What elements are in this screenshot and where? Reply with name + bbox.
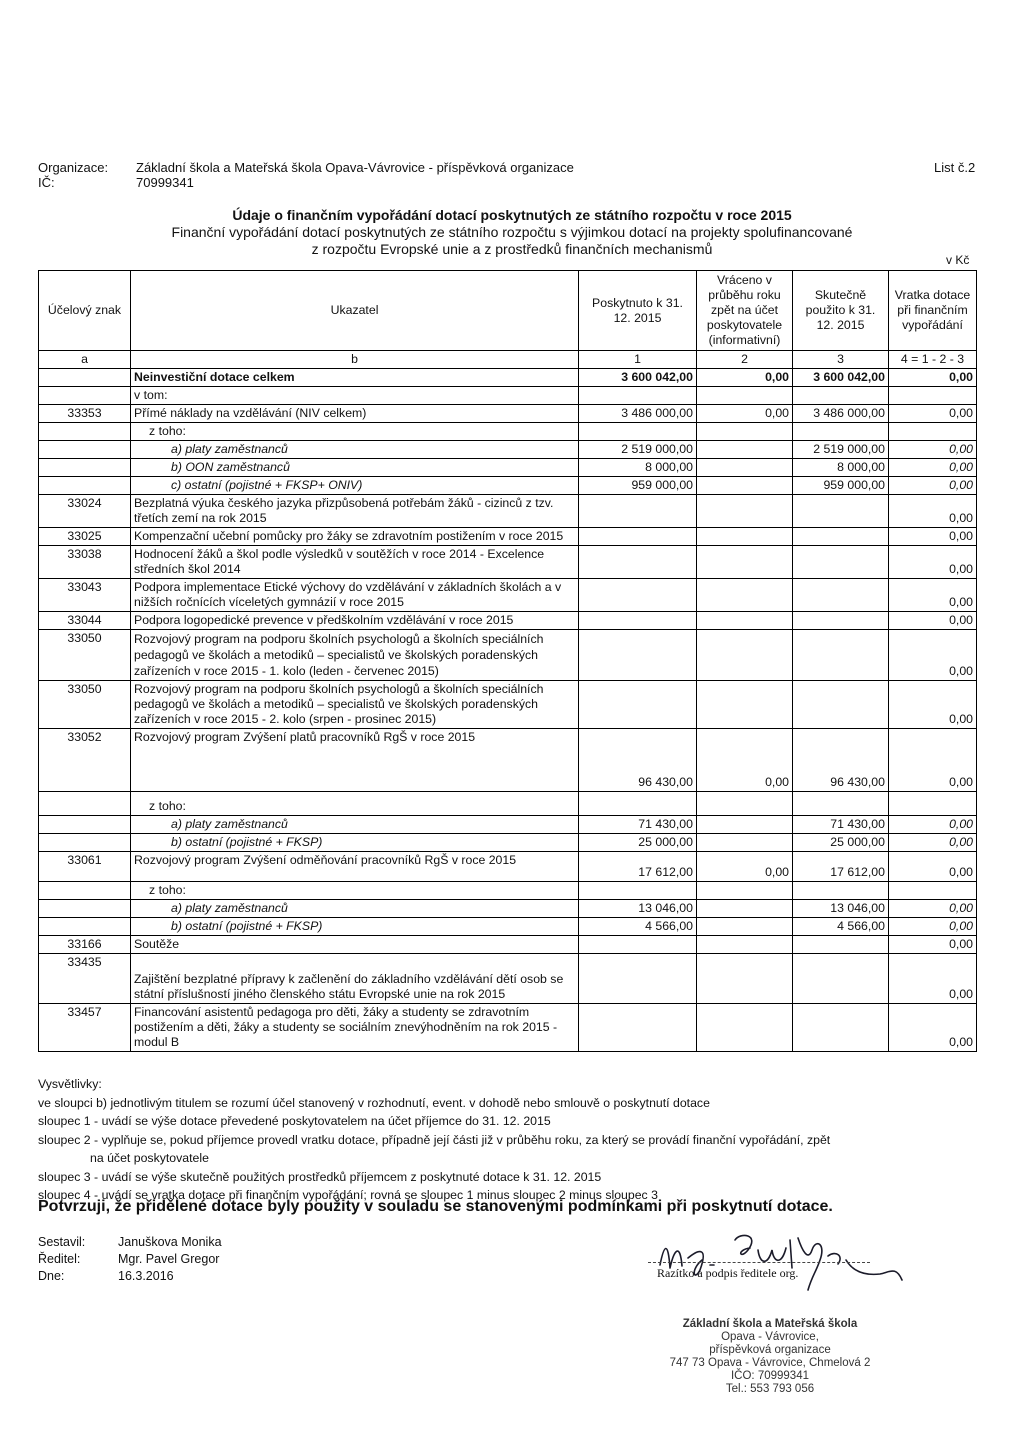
header-col1: Poskytnuto k 31. 12. 2015 [579, 271, 697, 351]
cell-v2: 0,00 [697, 369, 793, 387]
date-label: Dne: [38, 1269, 65, 1283]
cell-v1: 2 519 000,00 [579, 441, 697, 459]
cell-name: Přímé náklady na vzdělávání (NIV celkem) [131, 405, 579, 423]
index-row [39, 351, 977, 369]
cell-v4: 0,00 [889, 405, 977, 423]
cell-v3: 2 519 000,00 [793, 441, 889, 459]
cell-v3: 3 486 000,00 [793, 405, 889, 423]
cell-name: Hodnocení žáků a škol podle výsledků v soutěžích v roce 2014 - Excelence středních škol 2014 [131, 546, 579, 579]
confirmation-statement: Potvrzuji, že přidělené dotace byly použity v souladu se stanovenými podmínkami při poskytnutí dotace. [38, 1198, 833, 1215]
cell-name: a) platy zaměstnanců [131, 816, 579, 834]
table-header-row [39, 271, 977, 351]
index-3: 3 [793, 351, 889, 369]
cell-v4: 0,00 [889, 477, 977, 495]
header-code: Účelový znak [39, 271, 131, 351]
cell-name: Rozvojový program Zvýšení odměňování pracovníků RgŠ v roce 2015 [131, 852, 579, 882]
cell-v1: 959 000,00 [579, 477, 697, 495]
cell-code: 33044 [39, 612, 131, 630]
cell-v1: 3 486 000,00 [579, 405, 697, 423]
table-row [39, 792, 977, 816]
table-row [39, 405, 977, 423]
org-name: Základní škola a Mateřská škola Opava-Vávrovice - příspěvková organizace [136, 160, 574, 175]
cell-name: b) ostatní (pojistné + FKSP) [131, 918, 579, 936]
table-row [39, 546, 977, 579]
header-col4: Vratka dotace při finančním vypořádání [889, 271, 977, 351]
cell-name: b) OON zaměstnanců [131, 459, 579, 477]
cell-name: a) platy zaměstnanců [131, 900, 579, 918]
index-2: 2 [697, 351, 793, 369]
table-row [39, 1004, 977, 1052]
subtitle-1: Finanční vypořádání dotací poskytnutých ze státního rozpočtu s výjimkou dotací na projekty spolufinancované [171, 224, 853, 240]
main-title: Údaje o finančním vypořádání dotací poskytnutých ze státního rozpočtu v roce 2015 [232, 207, 792, 223]
cell-name: z toho: [131, 792, 579, 816]
date-value: 16.3.2016 [118, 1269, 174, 1283]
stamp-line: Tel.: 553 793 056 [725, 1383, 815, 1395]
cell-v1: 96 430,00 [579, 729, 697, 792]
header-col2: Vráceno v průběhu roku zpět na účet poskytovatele (informativní) [697, 271, 793, 351]
cell-v3: 17 612,00 [793, 852, 889, 882]
cell-v1: 25 000,00 [579, 834, 697, 852]
cell-v4: 0,00 [889, 459, 977, 477]
cell-v4: 0,00 [889, 546, 977, 579]
signers-block [38, 1234, 230, 1285]
cell-name: b) ostatní (pojistné + FKSP) [131, 834, 579, 852]
note-line: na účet poskytovatele [90, 1151, 209, 1165]
table-row [39, 900, 977, 918]
cell-code: 33050 [39, 630, 131, 681]
cell-v4: 0,00 [889, 441, 977, 459]
table-row [39, 630, 977, 681]
notes-heading: Vysvětlivky: [38, 1077, 102, 1091]
cell-name: Rozvojový program na podporu školních psychologů a školních speciálních pedagogů ve školách a metodiků – specialistů ve školských poradenských zařízeních v roce 2015 - 1. kolo (leden - červenec 2015) [131, 630, 579, 681]
cell-name: Rozvojový program Zvýšení platů pracovníků RgŠ v roce 2015 [131, 729, 579, 792]
cell-code: 33052 [39, 729, 131, 792]
note-line: sloupec 1 - uvádí se výše dotace převedené poskytovatelem na účet příjemce do 31. 12. 2015 [38, 1114, 551, 1128]
table-row [39, 441, 977, 459]
table-row [39, 681, 977, 729]
header-col3: Skutečně použito k 31. 12. 2015 [793, 271, 889, 351]
cell-code: 33435 [39, 954, 131, 1004]
index-1: 1 [579, 351, 697, 369]
subtitle-2: z rozpočtu Evropské unie a z prostředků finančních mechanismů [311, 241, 713, 257]
table-row [39, 816, 977, 834]
table-row [39, 729, 977, 792]
cell-v3: 96 430,00 [793, 729, 889, 792]
signature-line [648, 1262, 870, 1263]
cell-v3: 13 046,00 [793, 900, 889, 918]
note-line: sloupec 4 - uvádí se vratka dotace při finančním vypořádání; rovná se sloupec 1 minus sloupec 2 minus sloupec 3 [38, 1188, 658, 1202]
cell-name: Podpora logopedické prevence v předškolním vzdělávání v roce 2015 [131, 612, 579, 630]
table-row [39, 495, 977, 528]
cell-code: 33024 [39, 495, 131, 528]
index-a: a [39, 351, 131, 369]
cell-v4: 0,00 [889, 612, 977, 630]
cell-v4: 0,00 [889, 834, 977, 852]
cell-v4: 0,00 [889, 936, 977, 954]
stamp-line: IČO: 70999341 [730, 1370, 809, 1382]
stamp-line: Základní škola a Mateřská škola [682, 1318, 858, 1330]
table-row [39, 459, 977, 477]
cell-v4: 0,00 [889, 630, 977, 681]
cell-name: Kompenzační učební pomůcky pro žáky se zdravotním postižením v roce 2015 [131, 528, 579, 546]
cell-v3: 4 566,00 [793, 918, 889, 936]
cell-v3: 25 000,00 [793, 834, 889, 852]
cell-code: 33050 [39, 681, 131, 729]
cell-v1: 4 566,00 [579, 918, 697, 936]
table-row [39, 528, 977, 546]
cell-name: z toho: [131, 882, 579, 900]
stamp-line: 747 73 Opava - Vávrovice, Chmelová 2 [669, 1357, 871, 1369]
cell-v4: 0,00 [889, 852, 977, 882]
signature-caption: Razítko a podpis ředitele org. [657, 1266, 799, 1280]
table-row [39, 579, 977, 612]
table-row [39, 387, 977, 405]
cell-v2: 0,00 [697, 729, 793, 792]
cell-v2: 0,00 [697, 405, 793, 423]
settlement-table [38, 270, 977, 1052]
note-line: sloupec 2 - vyplňuje se, pokud příjemce provedl vratku dotace, případně její části již v průběhu roku, za který se provádí finanční vypořádání, zpět [38, 1132, 831, 1147]
cell-v1: 3 600 042,00 [579, 369, 697, 387]
cell-v4: 0,00 [889, 918, 977, 936]
table-row [39, 612, 977, 630]
cell-v4: 0,00 [889, 729, 977, 792]
cell-name: Bezplatná výuka českého jazyka přizpůsobená potřebám žáků - cizinců z tzv. třetích zemí na rok 2015 [131, 495, 579, 528]
org-label: Organizace: [38, 160, 109, 175]
director-label: Ředitel: [38, 1252, 81, 1266]
cell-v4: 0,00 [889, 495, 977, 528]
cell-v4: 0,00 [889, 369, 977, 387]
table-row [39, 852, 977, 882]
cell-v3: 71 430,00 [793, 816, 889, 834]
cell-v1: 8 000,00 [579, 459, 697, 477]
cell-code: 33038 [39, 546, 131, 579]
cell-v4: 0,00 [889, 1004, 977, 1052]
cell-name: c) ostatní (pojistné + FKSP+ ONIV) [131, 477, 579, 495]
cell-code: 33457 [39, 1004, 131, 1052]
handwritten-signature [640, 1220, 940, 1300]
cell-v4: 0,00 [889, 681, 977, 729]
ic-value: 70999341 [136, 175, 194, 190]
cell-v3: 959 000,00 [793, 477, 889, 495]
cell-v3: 8 000,00 [793, 459, 889, 477]
cell-name: Neinvestiční dotace celkem [131, 369, 579, 387]
index-4: 4 = 1 - 2 - 3 [889, 351, 977, 369]
cell-v1: 13 046,00 [579, 900, 697, 918]
cell-name: Soutěže [131, 936, 579, 954]
cell-name: z toho: [131, 423, 579, 441]
table-row [39, 954, 977, 1004]
table-row-total [39, 369, 977, 387]
table-row [39, 423, 977, 441]
cell-v2: 0,00 [697, 852, 793, 882]
table-row [39, 477, 977, 495]
title-block [0, 207, 1024, 258]
cell-code: 33043 [39, 579, 131, 612]
cell-name: a) platy zaměstnanců [131, 441, 579, 459]
cell-code: 33166 [39, 936, 131, 954]
official-stamp [640, 1318, 900, 1396]
table-row [39, 882, 977, 900]
note-line: ve sloupci b) jednotlivým titulem se rozumí účel stanovený v rozhodnutí, event. v dohodě nebo smlouvě o poskytnutí dotace [38, 1095, 710, 1110]
cell-name: Zajištění bezplatné přípravy k začlenění do základního vzdělávání dětí osob se státní příslušností jiného členského státu Evropské unie na rok 2015 [131, 954, 579, 1004]
stamp-line: příspěvková organizace [709, 1344, 831, 1356]
index-b: b [131, 351, 579, 369]
cell-v4: 0,00 [889, 579, 977, 612]
notes-block [38, 1075, 998, 1205]
cell-code: 33061 [39, 852, 131, 882]
cell-name: v tom: [131, 387, 579, 405]
cell-code: 33353 [39, 405, 131, 423]
note-line: sloupec 3 - uvádí se výše skutečně použitých prostředků příjemcem z poskytnuté dotace k 31. 12. 2015 [38, 1169, 602, 1184]
director-value: Mgr. Pavel Gregor [118, 1252, 220, 1266]
compiled-label: Sestavil: [38, 1235, 86, 1249]
header-name: Ukazatel [131, 271, 579, 351]
cell-name: Rozvojový program na podporu školních psychologů a školních speciálních pedagogů ve školách a metodiků – specialistů ve školských poradenských zařízeních v roce 2015 - 2. kolo (srpen - prosinec 2015) [131, 681, 579, 729]
cell-v4: 0,00 [889, 816, 977, 834]
cell-v1: 71 430,00 [579, 816, 697, 834]
table-row [39, 834, 977, 852]
cell-v3: 3 600 042,00 [793, 369, 889, 387]
currency-label: v Kč [946, 253, 970, 267]
cell-v4: 0,00 [889, 528, 977, 546]
sheet-number: List č.2 [934, 160, 976, 175]
table-row [39, 936, 977, 954]
cell-v4: 0,00 [889, 954, 977, 1004]
stamp-line: Opava - Vávrovice, [721, 1331, 819, 1343]
ic-label: IČ: [38, 175, 55, 190]
cell-name: Financování asistentů pedagoga pro děti, žáky a studenty se zdravotním postižením a děti, žáky a studenty se sociálním znevýhodněním na rok 2015 - modul B [131, 1004, 579, 1052]
cell-code: 33025 [39, 528, 131, 546]
cell-v1: 17 612,00 [579, 852, 697, 882]
table-row [39, 918, 977, 936]
compiled-value: Januškova Monika [118, 1235, 222, 1249]
cell-v4: 0,00 [889, 900, 977, 918]
cell-name: Podpora implementace Etické výchovy do vzdělávání v základních školách a v nižších ročnících víceletých gymnázií v roce 2015 [131, 579, 579, 612]
